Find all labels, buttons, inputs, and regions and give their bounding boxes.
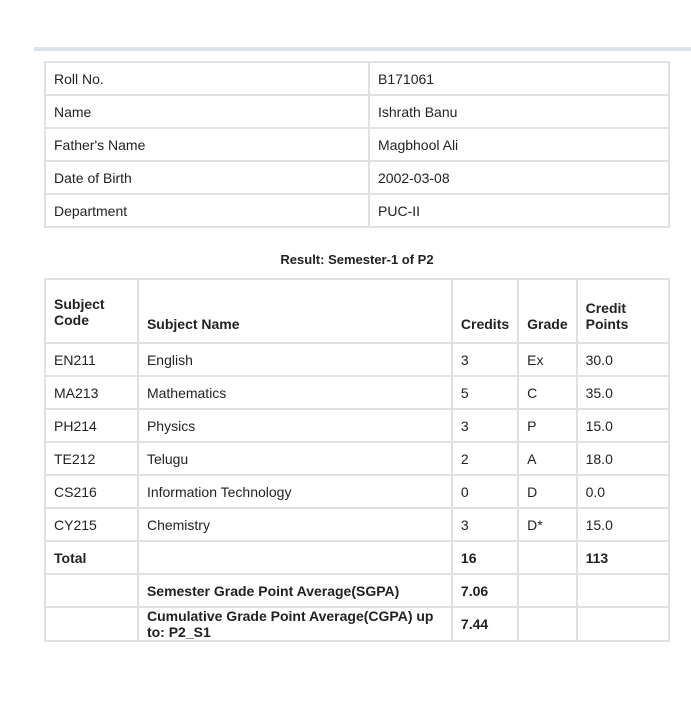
subject-name-cell: Telugu bbox=[138, 442, 452, 475]
subject-code-cell: TE212 bbox=[45, 442, 138, 475]
credits-cell: 3 bbox=[452, 343, 518, 376]
cgpa-empty bbox=[45, 607, 138, 641]
cgpa-empty-2 bbox=[518, 607, 576, 641]
student-info-table bbox=[44, 61, 670, 228]
total-grade-empty bbox=[518, 541, 576, 574]
cgpa-row bbox=[45, 607, 669, 641]
subject-name-cell: Information Technology bbox=[138, 475, 452, 508]
subject-code-cell: EN211 bbox=[45, 343, 138, 376]
subject-code-cell: MA213 bbox=[45, 376, 138, 409]
header-grade: Grade bbox=[518, 279, 576, 343]
header-subject-name: Subject Name bbox=[138, 279, 452, 343]
grade-cell: D* bbox=[518, 508, 576, 541]
subject-row bbox=[45, 343, 669, 376]
credit-points-cell: 15.0 bbox=[577, 508, 669, 541]
grade-cell: P bbox=[518, 409, 576, 442]
info-value: Ishrath Banu bbox=[369, 95, 669, 128]
info-row bbox=[45, 194, 669, 227]
total-points: 113 bbox=[577, 541, 669, 574]
subject-name-cell: Mathematics bbox=[138, 376, 452, 409]
info-value: Magbhool Ali bbox=[369, 128, 669, 161]
subject-name-cell: English bbox=[138, 343, 452, 376]
info-value: PUC-II bbox=[369, 194, 669, 227]
info-label: Roll No. bbox=[45, 62, 369, 95]
info-row bbox=[45, 95, 669, 128]
subject-code-cell: PH214 bbox=[45, 409, 138, 442]
result-caption: Result: Semester-1 of P2 bbox=[280, 252, 434, 267]
header-credits: Credits bbox=[452, 279, 518, 343]
credits-cell: 0 bbox=[452, 475, 518, 508]
info-row bbox=[45, 62, 669, 95]
credit-points-cell: 0.0 bbox=[577, 475, 669, 508]
subject-row bbox=[45, 442, 669, 475]
result-table bbox=[44, 278, 670, 642]
info-value: B171061 bbox=[369, 62, 669, 95]
subject-code-cell: CS216 bbox=[45, 475, 138, 508]
header-subject-code: Subject Code bbox=[45, 279, 138, 343]
info-label: Father's Name bbox=[45, 128, 369, 161]
subject-row bbox=[45, 376, 669, 409]
info-label: Date of Birth bbox=[45, 161, 369, 194]
sgpa-empty bbox=[45, 574, 138, 607]
info-value: 2002-03-08 bbox=[369, 161, 669, 194]
result-header-row bbox=[45, 279, 669, 343]
credit-points-cell: 18.0 bbox=[577, 442, 669, 475]
total-empty bbox=[138, 541, 452, 574]
info-label: Name bbox=[45, 95, 369, 128]
cgpa-label: Cumulative Grade Point Average(CGPA) up to: P2_S1 bbox=[138, 607, 452, 641]
top-divider bbox=[34, 47, 691, 51]
total-label: Total bbox=[45, 541, 138, 574]
sgpa-value: 7.06 bbox=[452, 574, 518, 607]
grade-cell: Ex bbox=[518, 343, 576, 376]
subject-name-cell: Chemistry bbox=[138, 508, 452, 541]
subject-code-cell: CY215 bbox=[45, 508, 138, 541]
credits-cell: 3 bbox=[452, 409, 518, 442]
cgpa-value: 7.44 bbox=[452, 607, 518, 641]
sgpa-row bbox=[45, 574, 669, 607]
info-label: Department bbox=[45, 194, 369, 227]
grade-cell: D bbox=[518, 475, 576, 508]
sgpa-label: Semester Grade Point Average(SGPA) bbox=[138, 574, 452, 607]
credits-cell: 5 bbox=[452, 376, 518, 409]
sgpa-empty-3 bbox=[577, 574, 669, 607]
credit-points-cell: 30.0 bbox=[577, 343, 669, 376]
credits-cell: 3 bbox=[452, 508, 518, 541]
info-row bbox=[45, 128, 669, 161]
total-credits: 16 bbox=[452, 541, 518, 574]
credit-points-cell: 35.0 bbox=[577, 376, 669, 409]
subject-row bbox=[45, 508, 669, 541]
cgpa-empty-3 bbox=[577, 607, 669, 641]
credit-points-cell: 15.0 bbox=[577, 409, 669, 442]
grade-cell: A bbox=[518, 442, 576, 475]
credits-cell: 2 bbox=[452, 442, 518, 475]
subject-name-cell: Physics bbox=[138, 409, 452, 442]
subject-row bbox=[45, 409, 669, 442]
sgpa-empty-2 bbox=[518, 574, 576, 607]
header-credit-points: Credit Points bbox=[577, 279, 669, 343]
grade-cell: C bbox=[518, 376, 576, 409]
subject-row bbox=[45, 475, 669, 508]
total-row bbox=[45, 541, 669, 574]
info-row bbox=[45, 161, 669, 194]
